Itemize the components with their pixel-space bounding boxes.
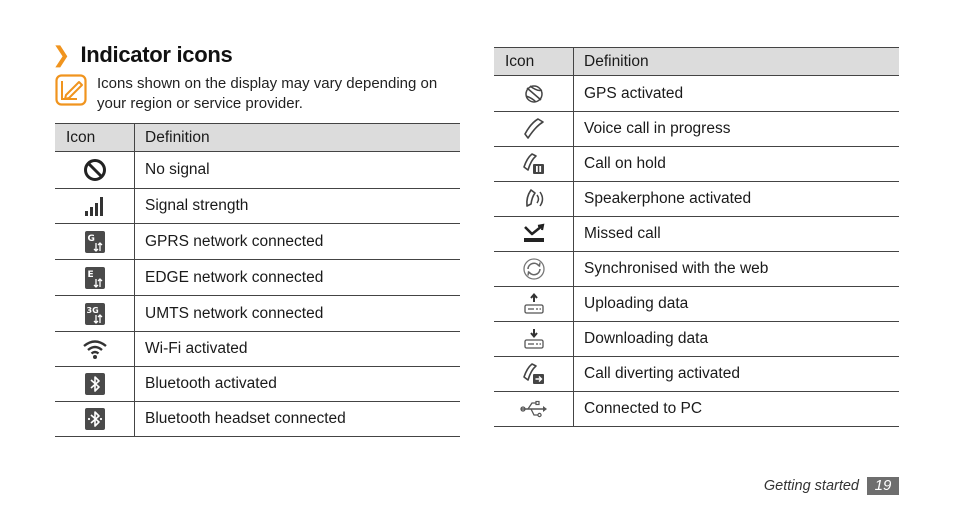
table-row bbox=[55, 296, 460, 332]
row-definition: Bluetooth activated bbox=[135, 367, 461, 402]
table-row bbox=[494, 182, 899, 217]
row-definition: Speakerphone activated bbox=[574, 182, 900, 217]
bluetooth-headset-icon bbox=[55, 402, 135, 437]
wifi-icon bbox=[55, 332, 135, 367]
gprs-icon bbox=[55, 224, 135, 260]
bluetooth-icon bbox=[55, 367, 135, 402]
table-row bbox=[55, 224, 460, 260]
svg-text:G: G bbox=[87, 233, 95, 244]
table-row bbox=[494, 287, 899, 322]
svg-text:E: E bbox=[87, 269, 94, 280]
row-definition: Connected to PC bbox=[574, 392, 900, 427]
row-definition: Bluetooth headset connected bbox=[135, 402, 461, 437]
gps-icon bbox=[494, 76, 574, 112]
row-definition: No signal bbox=[135, 152, 461, 189]
voice-call-icon bbox=[494, 112, 574, 147]
row-definition: Downloading data bbox=[574, 322, 900, 357]
page-number: 19 bbox=[867, 477, 899, 495]
row-definition: EDGE network connected bbox=[135, 260, 461, 296]
table-row bbox=[494, 252, 899, 287]
row-definition: Synchronised with the web bbox=[574, 252, 900, 287]
sync-icon bbox=[494, 252, 574, 287]
page-title: Indicator icons bbox=[80, 42, 233, 67]
note-block bbox=[55, 74, 461, 114]
table-row bbox=[494, 322, 899, 357]
column-header-icon: Icon bbox=[55, 124, 135, 152]
table-row bbox=[55, 367, 460, 402]
row-definition: UMTS network connected bbox=[135, 296, 461, 332]
row-definition: Signal strength bbox=[135, 189, 461, 224]
table-header bbox=[494, 48, 899, 76]
note-text: Icons shown on the display may vary depending on your region or service provider. bbox=[97, 75, 438, 112]
section-heading bbox=[52, 42, 232, 68]
usb-pc-icon bbox=[494, 392, 574, 427]
edge-icon bbox=[55, 260, 135, 296]
download-icon bbox=[494, 322, 574, 357]
table-row bbox=[494, 112, 899, 147]
table-header bbox=[55, 124, 460, 152]
signal-strength-icon bbox=[55, 189, 135, 224]
column-header-definition: Definition bbox=[135, 124, 461, 152]
umts-icon bbox=[55, 296, 135, 332]
chevron-right-icon: ❯ bbox=[52, 42, 71, 67]
row-definition: Uploading data bbox=[574, 287, 900, 322]
no-signal-icon bbox=[55, 152, 135, 189]
row-definition: Missed call bbox=[574, 217, 900, 252]
table-row bbox=[494, 147, 899, 182]
table-row bbox=[55, 189, 460, 224]
column-header-icon: Icon bbox=[494, 48, 574, 76]
row-definition: GPRS network connected bbox=[135, 224, 461, 260]
row-definition: Wi-Fi activated bbox=[135, 332, 461, 367]
speakerphone-icon bbox=[494, 182, 574, 217]
missed-call-icon bbox=[494, 217, 574, 252]
table-row bbox=[55, 260, 460, 296]
table-row bbox=[494, 392, 899, 427]
row-definition: GPS activated bbox=[574, 76, 900, 112]
row-definition: Call on hold bbox=[574, 147, 900, 182]
upload-icon bbox=[494, 287, 574, 322]
table-row bbox=[55, 402, 460, 437]
call-on-hold-icon bbox=[494, 147, 574, 182]
page-footer bbox=[764, 477, 899, 495]
note-pencil-icon bbox=[55, 74, 87, 106]
table-row bbox=[494, 357, 899, 392]
column-header-definition: Definition bbox=[574, 48, 900, 76]
table-row bbox=[55, 332, 460, 367]
row-definition: Voice call in progress bbox=[574, 112, 900, 147]
footer-section-title: Getting started bbox=[763, 478, 859, 494]
call-divert-icon bbox=[494, 357, 574, 392]
svg-text:3G: 3G bbox=[86, 305, 99, 315]
table-row bbox=[494, 76, 899, 112]
indicator-table-right bbox=[494, 47, 899, 427]
table-row bbox=[55, 152, 460, 189]
row-definition: Call diverting activated bbox=[574, 357, 900, 392]
table-row bbox=[494, 217, 899, 252]
indicator-table-left bbox=[55, 123, 460, 437]
